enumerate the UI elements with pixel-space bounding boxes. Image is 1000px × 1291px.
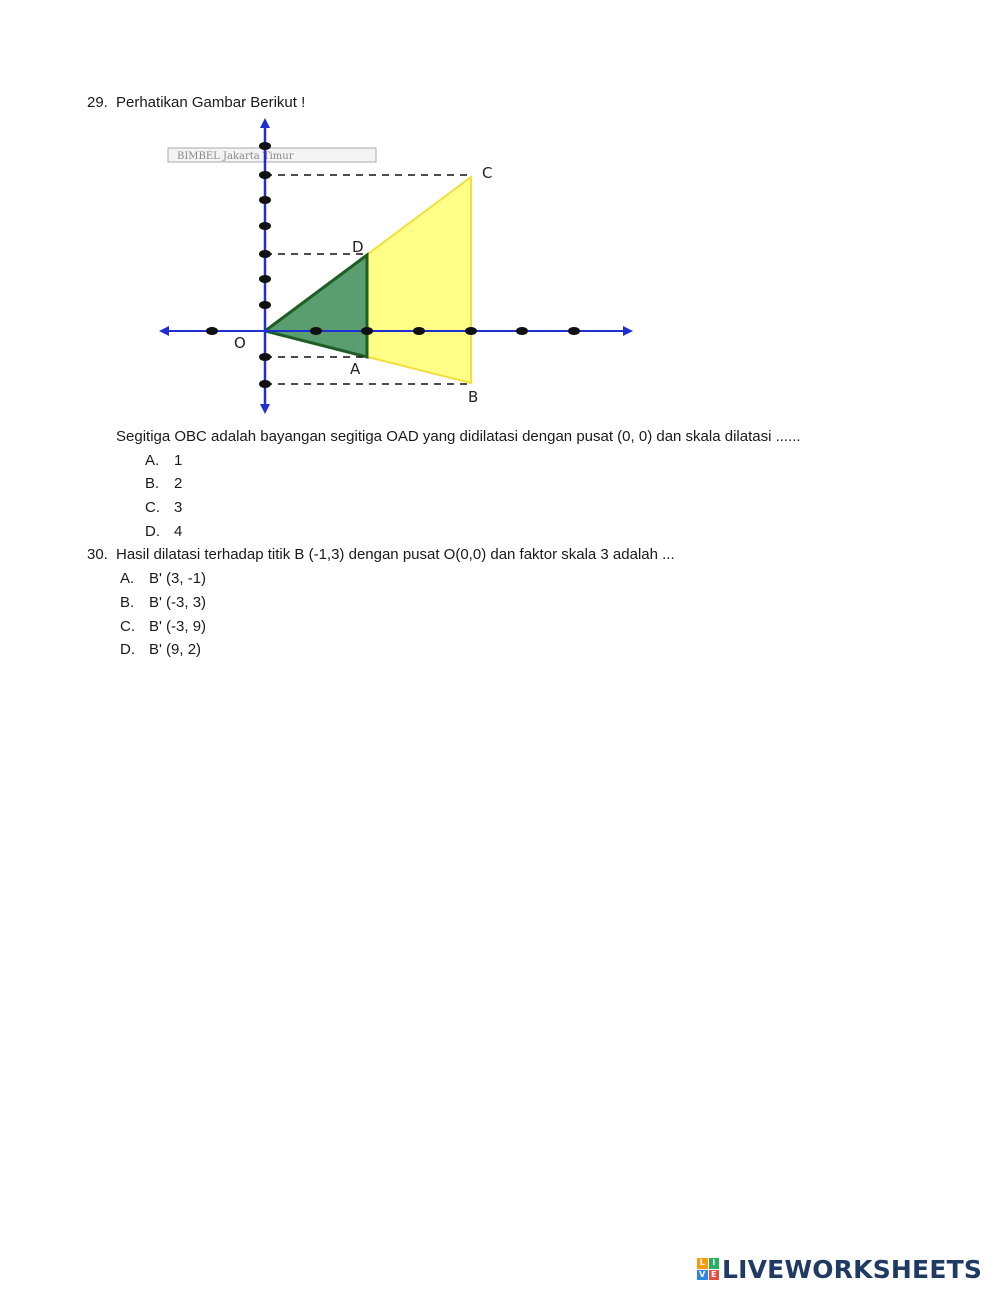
option-text: 1 bbox=[174, 452, 183, 469]
x-tick-dot bbox=[568, 327, 580, 335]
x-axis-arrow-left bbox=[159, 326, 169, 336]
watermark-text: BIMBEL Jakarta Timur bbox=[177, 151, 294, 162]
q30-option-c[interactable] bbox=[120, 617, 206, 637]
label-a: A bbox=[350, 360, 361, 378]
label-o: O bbox=[234, 334, 246, 352]
logo-mark-l: L bbox=[697, 1258, 708, 1269]
option-letter: B. bbox=[120, 594, 135, 611]
y-axis-arrow-bottom bbox=[260, 404, 270, 414]
option-text: 3 bbox=[174, 499, 183, 516]
y-tick-dot bbox=[259, 222, 271, 230]
q29-option-a[interactable] bbox=[145, 451, 182, 471]
q30-option-d[interactable] bbox=[120, 640, 201, 660]
question-29-number: 29. bbox=[87, 94, 108, 111]
x-tick-dot bbox=[361, 327, 373, 335]
question-29-title bbox=[87, 93, 305, 113]
option-letter: C. bbox=[120, 618, 135, 635]
option-text: 4 bbox=[174, 523, 183, 540]
q30-option-a[interactable] bbox=[120, 569, 206, 589]
q29-option-b[interactable] bbox=[145, 474, 182, 494]
liveworksheets-logo bbox=[697, 1254, 982, 1284]
logo-mark-i: I bbox=[709, 1258, 720, 1269]
q29-option-c[interactable] bbox=[145, 498, 182, 518]
option-letter: C. bbox=[145, 499, 160, 516]
logo-text: LIVEWORKSHEETS bbox=[722, 1254, 983, 1284]
option-letter: D. bbox=[120, 641, 135, 658]
triangle-oad bbox=[265, 255, 367, 357]
question-30-number: 30. bbox=[87, 546, 108, 563]
y-tick-dot bbox=[259, 142, 271, 150]
option-text: B' (9, 2) bbox=[149, 641, 202, 658]
label-c: C bbox=[482, 164, 493, 182]
logo-mark-v: V bbox=[697, 1270, 708, 1281]
option-text: B' (3, -1) bbox=[149, 570, 207, 587]
question-30-title bbox=[87, 545, 675, 565]
y-tick-dot bbox=[259, 301, 271, 309]
x-axis-arrow-right bbox=[623, 326, 633, 336]
option-text: B' (-3, 3) bbox=[149, 594, 207, 611]
option-letter: A. bbox=[120, 570, 135, 587]
option-letter: A. bbox=[145, 452, 160, 469]
y-tick-dot bbox=[259, 380, 271, 388]
label-b: B bbox=[468, 388, 479, 406]
x-tick-dot bbox=[413, 327, 425, 335]
option-text: B' (-3, 9) bbox=[149, 618, 207, 635]
y-tick-dot bbox=[259, 275, 271, 283]
label-d: D bbox=[352, 238, 364, 256]
option-letter: D. bbox=[145, 523, 160, 540]
x-tick-dot bbox=[516, 327, 528, 335]
y-tick-dot bbox=[259, 196, 271, 204]
option-text: 2 bbox=[174, 475, 183, 492]
x-tick-dot bbox=[310, 327, 322, 335]
option-letter: B. bbox=[145, 475, 160, 492]
dilation-figure bbox=[155, 115, 640, 420]
logo-mark-e: E bbox=[709, 1270, 720, 1281]
question-30-title-text: Hasil dilatasi terhadap titik B (-1,3) dengan pusat O(0,0) dan faktor skala 3 adalah ... bbox=[116, 546, 675, 563]
x-tick-dot bbox=[465, 327, 477, 335]
y-tick-dot bbox=[259, 250, 271, 258]
q30-option-b[interactable] bbox=[120, 593, 206, 613]
logo-mark-icon bbox=[697, 1258, 719, 1280]
question-29-title-text: Perhatikan Gambar Berikut ! bbox=[116, 94, 306, 111]
y-axis-arrow-top bbox=[260, 118, 270, 128]
q29-option-d[interactable] bbox=[145, 522, 182, 542]
y-tick-dot bbox=[259, 171, 271, 179]
question-29-text: Segitiga OBC adalah bayangan segitiga OAD yang didilatasi dengan pusat (0, 0) dan skala dilatasi ...... bbox=[116, 428, 801, 445]
x-tick-dot bbox=[206, 327, 218, 335]
y-tick-dot bbox=[259, 353, 271, 361]
